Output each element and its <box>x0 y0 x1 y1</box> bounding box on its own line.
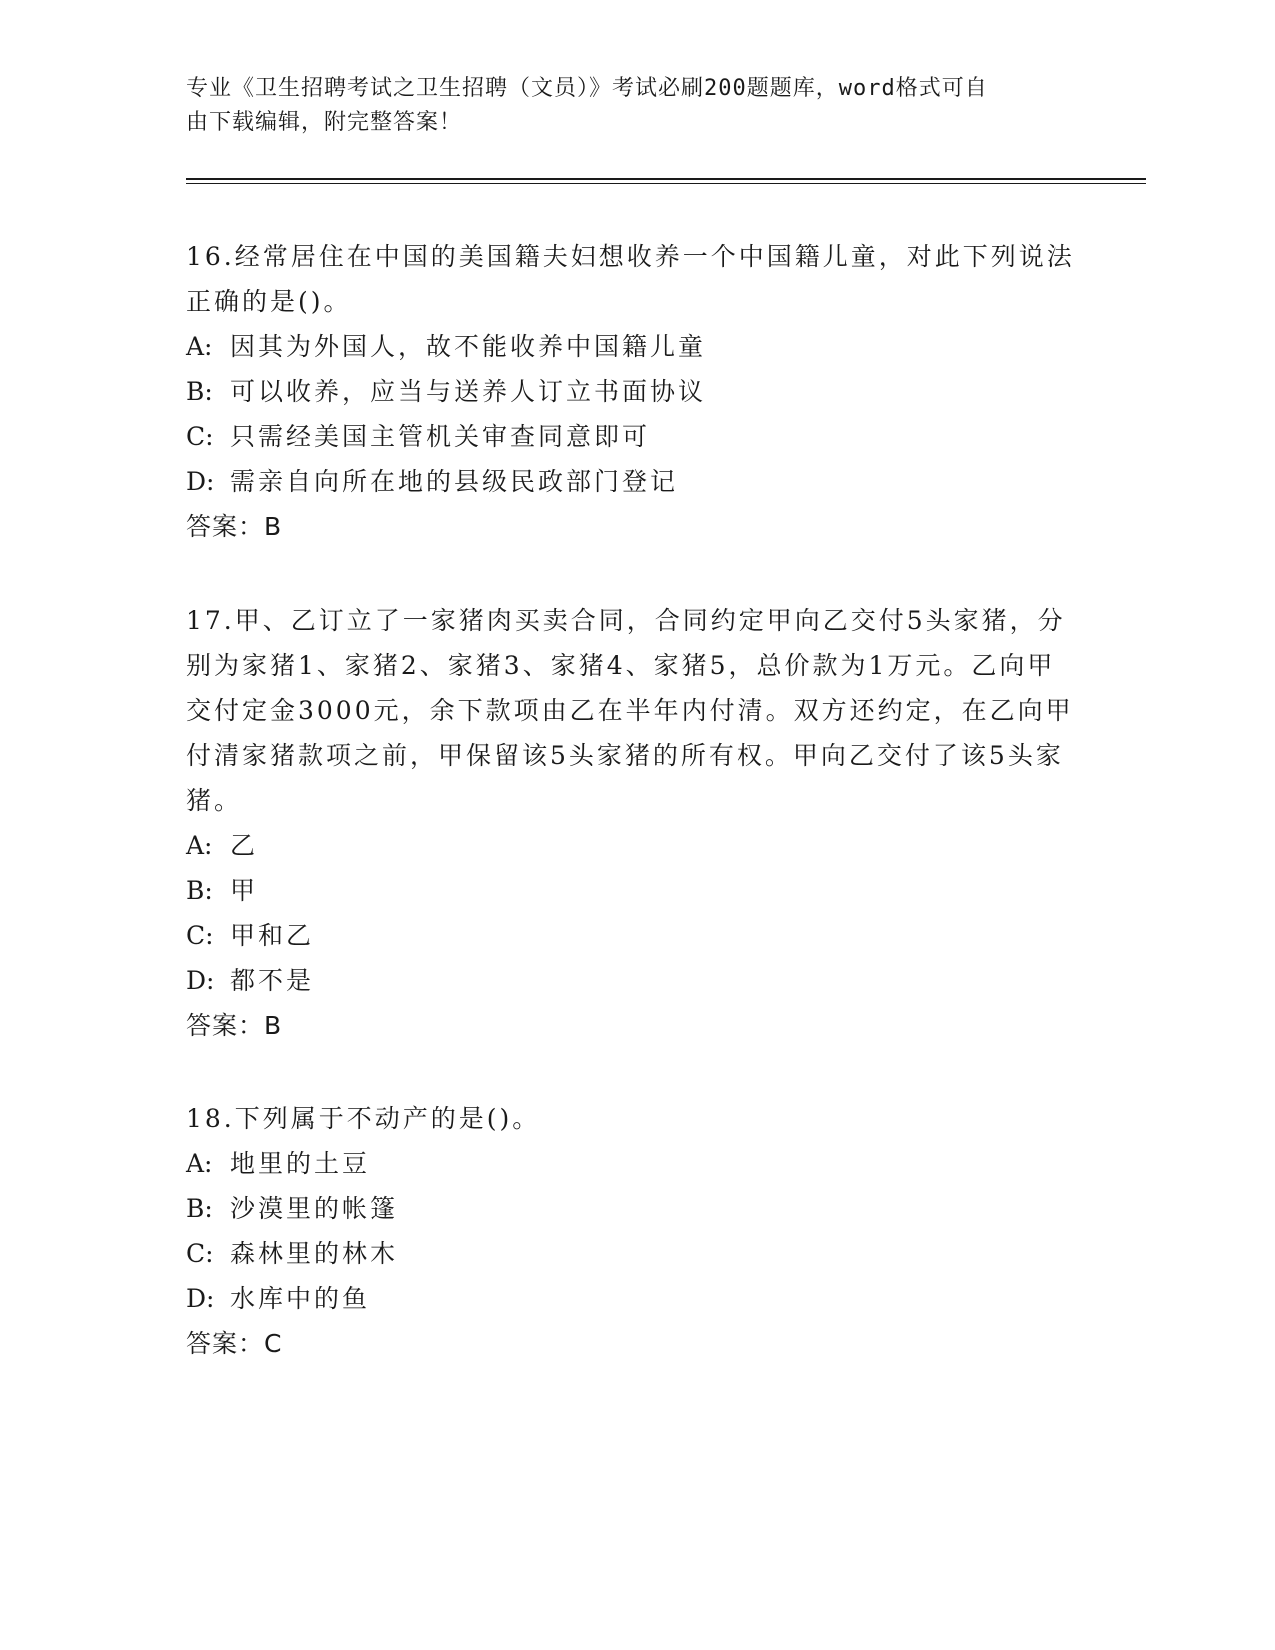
option-key: B: <box>186 876 213 905</box>
option-text: 甲 <box>230 876 259 905</box>
option-c <box>186 1231 1076 1276</box>
header-line-2: 由下载编辑，附完整答案！ <box>186 110 463 135</box>
option-key: D: <box>186 1284 215 1313</box>
option-text: 乙 <box>230 831 259 860</box>
option-key: C: <box>186 1239 214 1268</box>
option-key: A: <box>186 831 213 860</box>
header-divider-thin <box>186 183 1146 184</box>
header-divider-thick <box>186 178 1146 180</box>
question-text: 16.经常居住在中国的美国籍夫妇想收养一个中国籍儿童，对此下列说法正确的是()。 <box>186 242 1075 316</box>
option-key: C: <box>186 921 214 950</box>
header-line-1: 专业《卫生招聘考试之卫生招聘（文员）》考试必刷200题题库，word格式可自 <box>186 76 988 101</box>
option-b <box>186 369 1076 414</box>
answer-line: 答案：B <box>186 1011 283 1040</box>
option-d <box>186 958 1076 1003</box>
question-17 <box>186 598 1076 1048</box>
answer-line: 答案：B <box>186 512 283 541</box>
document-header <box>186 72 1066 140</box>
option-text: 只需经美国主管机关审查同意即可 <box>230 422 651 451</box>
option-text: 水库中的鱼 <box>230 1284 371 1313</box>
option-c <box>186 414 1076 459</box>
option-key: D: <box>186 966 215 995</box>
option-text: 甲和乙 <box>230 921 315 950</box>
option-b <box>186 1186 1076 1231</box>
option-key: A: <box>186 332 213 361</box>
option-key: A: <box>186 1149 213 1178</box>
option-a <box>186 324 1076 369</box>
option-text: 需亲自向所在地的县级民政部门登记 <box>230 467 679 496</box>
answer-line: 答案：C <box>186 1329 283 1358</box>
option-text: 沙漠里的帐篷 <box>230 1194 399 1223</box>
option-text: 都不是 <box>230 966 315 995</box>
option-key: D: <box>186 467 215 496</box>
option-text: 森林里的林木 <box>230 1239 399 1268</box>
option-c <box>186 913 1076 958</box>
question-text: 18.下列属于不动产的是()。 <box>186 1104 541 1133</box>
option-b <box>186 868 1076 913</box>
option-text: 地里的土豆 <box>230 1149 371 1178</box>
option-text: 可以收养，应当与送养人订立书面协议 <box>230 377 707 406</box>
option-d <box>186 459 1076 504</box>
option-key: C: <box>186 422 214 451</box>
option-text: 因其为外国人，故不能收养中国籍儿童 <box>230 332 707 361</box>
question-16 <box>186 234 1076 549</box>
question-18 <box>186 1096 1076 1366</box>
option-a <box>186 1141 1076 1186</box>
option-a <box>186 823 1076 868</box>
question-text: 17.甲、乙订立了一家猪肉买卖合同，合同约定甲向乙交付5头家猪，分别为家猪1、家猪2、家猪3、家猪4、家猪5，总价款为1万元。乙向甲交付定金3000元，余下款项由乙在半年内付清。双方还约定，在乙向甲付清家猪款项之前，甲保留该5头家猪的所有权。甲向乙交付了该5头家猪。 <box>186 606 1074 815</box>
option-key: B: <box>186 377 213 406</box>
option-key: B: <box>186 1194 213 1223</box>
option-d <box>186 1276 1076 1321</box>
